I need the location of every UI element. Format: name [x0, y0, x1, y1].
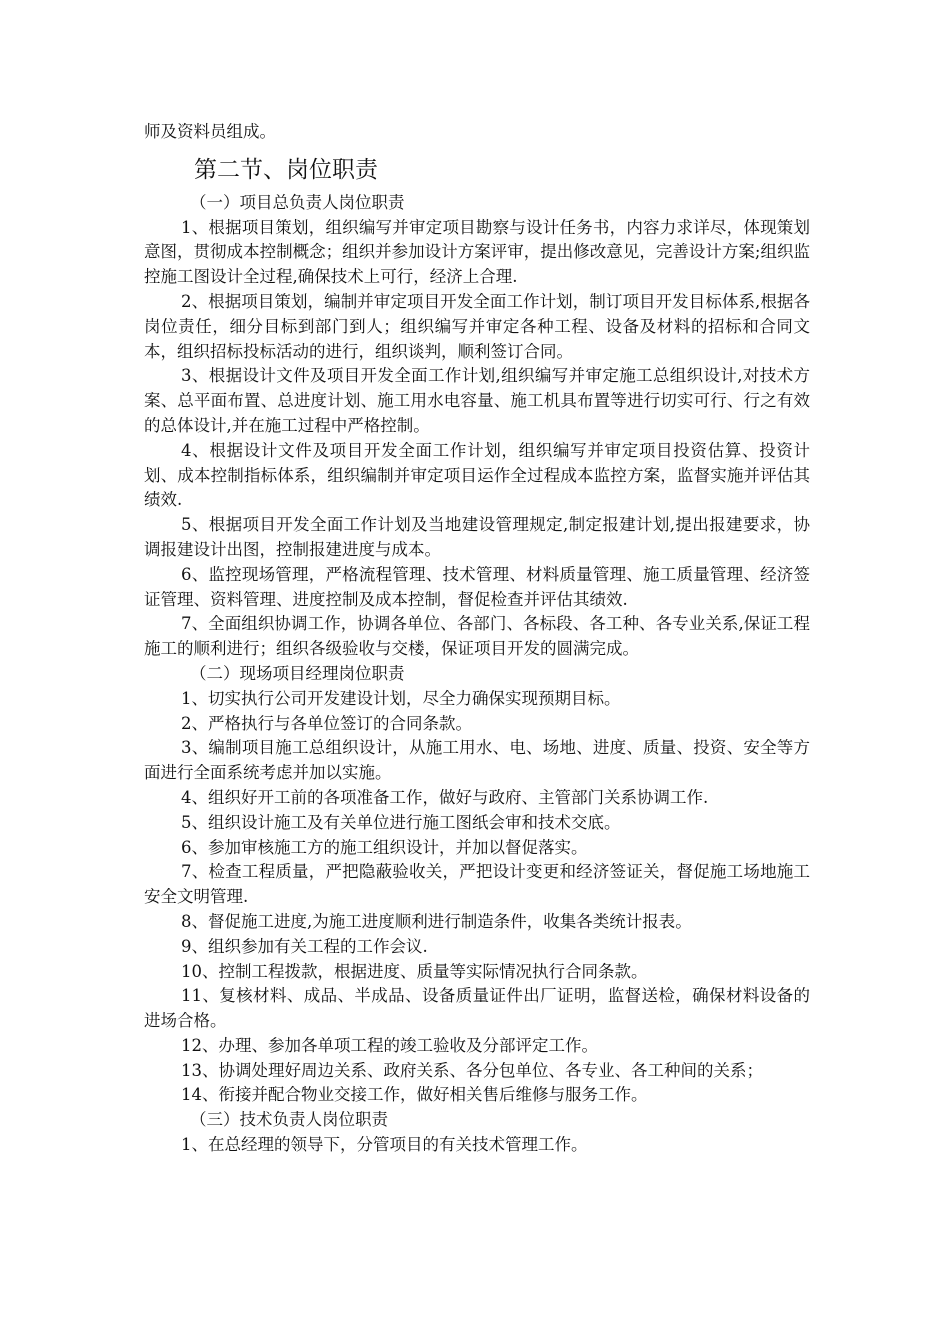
paragraph: 3、根据设计文件及项目开发全面工作计划,组织编写并审定施工总组织设计,对技术方案、总平面布置、总进度计划、施工用水电容量、施工机具布置等进行切实可行、行之有效的总体设计,并在施工过程中严格控制。: [144, 366, 810, 435]
paragraph: 2、根据项目策划，编制并审定项目开发全面工作计划，制订项目开发目标体系,根据各岗位责任，细分目标到部门到人；组织编写并审定各种工程、设备及材料的招标和合同文本，组织招标投标活动的进行，组织谈判，顺利签订合同。: [144, 291, 810, 361]
section-title: 第二节、岗位职责: [194, 156, 378, 183]
paragraph: 9、组织参加有关工程的工作会议.: [181, 936, 428, 956]
paragraph: 1、在总经理的领导下，分管项目的有关技术管理工作。: [181, 1135, 588, 1155]
paragraph: 5、根据项目开发全面工作计划及当地建设管理规定,制定报建计划,提出报建要求，协调报建设计出图，控制报建进度与成本。: [144, 515, 810, 559]
document-body: [144, 120, 810, 1158]
paragraph: 2、严格执行与各单位签订的合同条款。: [181, 713, 472, 733]
paragraph: 12、办理、参加各单项工程的竣工验收及分部评定工作。: [181, 1035, 598, 1055]
paragraph: 7、全面组织协调工作，协调各单位、各部门、各标段、各工种、各专业关系,保证工程施工的顺利进行；组织各级验收与交楼，保证项目开发的圆满完成。: [144, 614, 810, 659]
paragraph: 11、复核材料、成品、半成品、设备质量证件出厂证明，监督送检，确保材料设备的进场合格。: [144, 986, 810, 1031]
paragraph: 13、协调处理好周边关系、政府关系、各分包单位、各专业、各工种间的关系；: [181, 1060, 763, 1080]
subhead-1: （一）项目总负责人岗位职责: [190, 192, 405, 212]
paragraph: 8、督促施工进度,为施工进度顺利进行制造条件，收集各类统计报表。: [181, 911, 692, 931]
subhead-2: （二）现场项目经理岗位职责: [190, 663, 405, 683]
paragraph: 1、根据项目策划，组织编写并审定项目勘察与设计任务书，内容力求详尽，体现策划意图，贯彻成本控制概念；组织并参加设计方案评审，提出修改意见，完善设计方案;组织监控施工图设计全过程,确保技术上可行，经济上合理.: [144, 217, 810, 287]
paragraph: 5、组织设计施工及有关单位进行施工图纸会审和技术交底。: [181, 812, 621, 832]
intro-line: 师及资料员组成。: [144, 122, 276, 141]
paragraph: 3、编制项目施工总组织设计，从施工用水、电、场地、进度、质量、投资、安全等方面进行全面系统考虑并加以实施。: [144, 738, 810, 783]
paragraph: 6、参加审核施工方的施工组织设计，并加以督促落实。: [181, 837, 588, 857]
subhead-3: （三）技术负责人岗位职责: [190, 1110, 388, 1130]
paragraph: 6、监控现场管理，严格流程管理、技术管理、材料质量管理、施工质量管理、经济签证管理、资料管理、进度控制及成本控制，督促检查并评估其绩效.: [144, 564, 810, 609]
paragraph: 1、切实执行公司开发建设计划，尽全力确保实现预期目标。: [181, 688, 621, 708]
paragraph: 10、控制工程拨款，根据进度、质量等实际情况执行合同条款。: [181, 961, 648, 981]
paragraph: 4、组织好开工前的各项准备工作，做好与政府、主管部门关系协调工作.: [181, 787, 709, 807]
paragraph: 7、检查工程质量，严把隐蔽验收关，严把设计变更和经济签证关，督促施工场地施工安全文明管理.: [144, 862, 810, 907]
paragraph: 14、衔接并配合物业交接工作，做好相关售后维修与服务工作。: [181, 1085, 648, 1105]
paragraph: 4、根据设计文件及项目开发全面工作计划，组织编写并审定项目投资估算、投资计划、成本控制指标体系，组织编制并审定项目运作全过程成本监控方案，监督实施并评估其绩效.: [144, 440, 810, 510]
